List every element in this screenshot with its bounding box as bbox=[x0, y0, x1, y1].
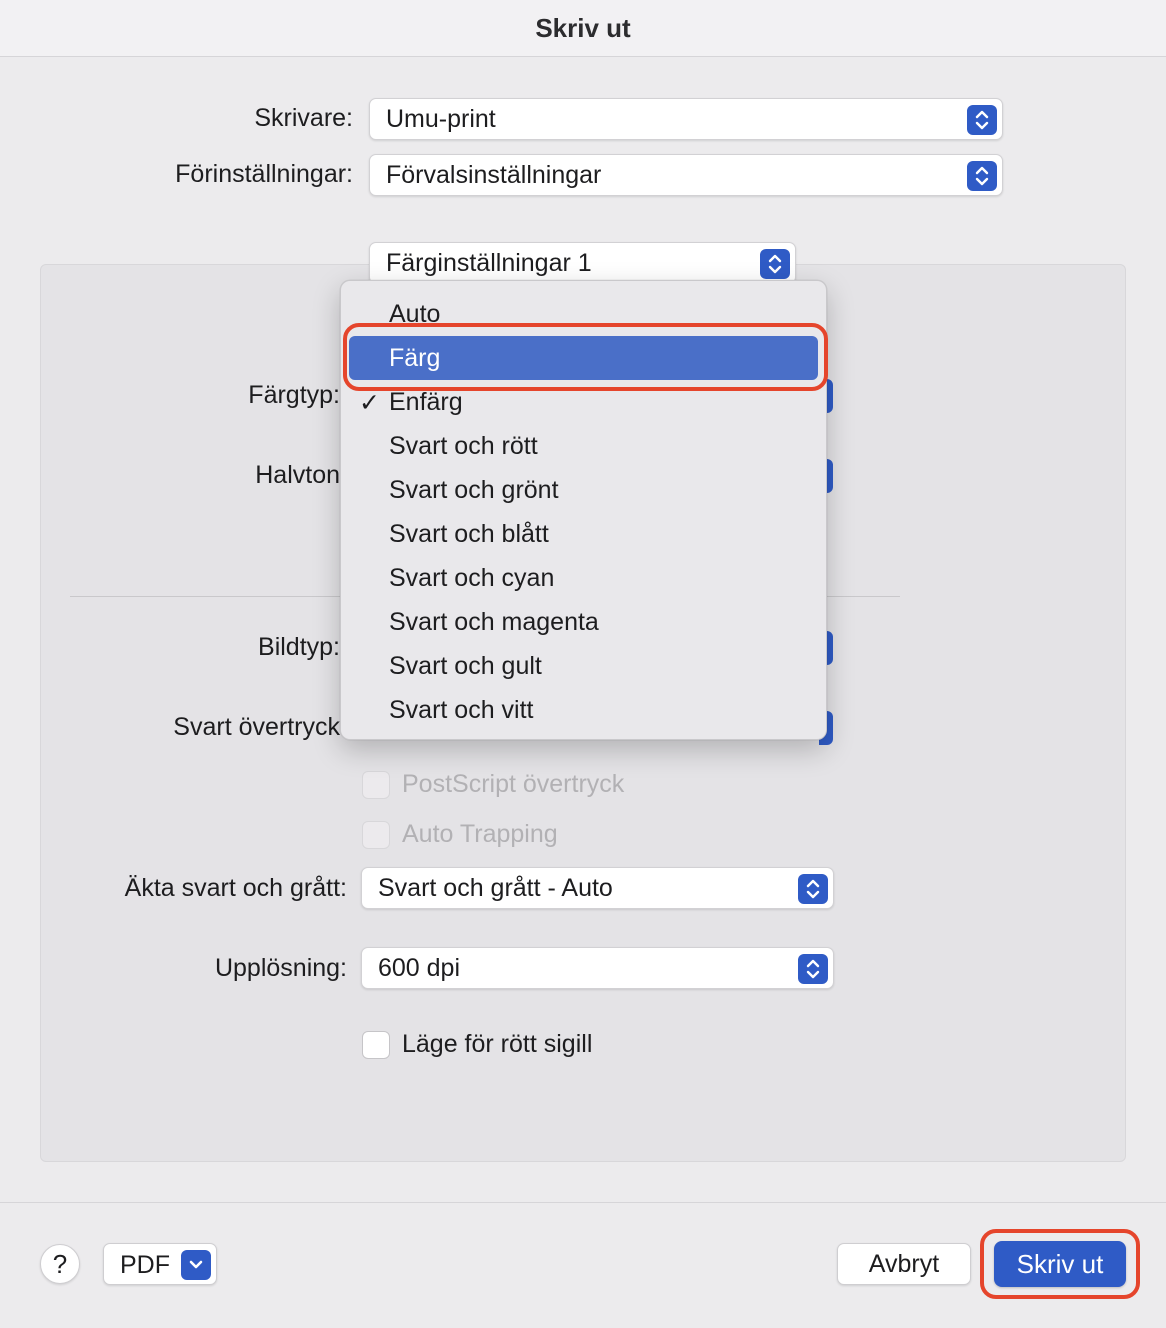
annotation-highlight-print bbox=[980, 1229, 1140, 1299]
menu-item-svart-och-vitt[interactable] bbox=[349, 688, 818, 732]
cancel-button-label: Avbryt bbox=[868, 1249, 940, 1278]
title-bar bbox=[0, 0, 1166, 57]
menu-item-label: Enfärg bbox=[389, 387, 463, 416]
printer-popup[interactable] bbox=[369, 98, 1003, 140]
menu-item-label: Auto bbox=[389, 299, 441, 328]
presets-value: Förvalsinställningar bbox=[386, 160, 602, 189]
up-down-chevron-icon bbox=[967, 161, 997, 191]
black-overprint-label: Svart övertryck bbox=[173, 713, 340, 741]
window-title: Skriv ut bbox=[535, 12, 631, 43]
printer-value: Umu-print bbox=[386, 104, 496, 133]
menu-item-svart-och-rott[interactable] bbox=[349, 424, 818, 468]
menu-item-svart-och-gront[interactable] bbox=[349, 468, 818, 512]
menu-item-svart-och-magenta[interactable] bbox=[349, 600, 818, 644]
up-down-chevron-icon bbox=[967, 105, 997, 135]
up-down-chevron-icon bbox=[798, 954, 828, 984]
printer-label: Skrivare: bbox=[254, 104, 353, 132]
resolution-popup[interactable] bbox=[361, 947, 834, 989]
checkmark-icon: ✓ bbox=[359, 389, 380, 417]
menu-item-label: Svart och vitt bbox=[389, 695, 534, 724]
pdf-button-label: PDF bbox=[120, 1251, 170, 1279]
cancel-button[interactable] bbox=[837, 1243, 971, 1285]
red-seal-mode-checkbox[interactable] bbox=[362, 1031, 390, 1059]
annotation-highlight-farg bbox=[343, 323, 828, 391]
menu-item-svart-och-gult[interactable] bbox=[349, 644, 818, 688]
true-black-gray-value: Svart och grått - Auto bbox=[378, 873, 613, 902]
section-popup[interactable] bbox=[369, 242, 796, 284]
menu-item-label: Svart och blått bbox=[389, 519, 549, 548]
resolution-value: 600 dpi bbox=[378, 953, 461, 982]
color-type-label: Färgtyp: bbox=[248, 381, 340, 409]
help-button[interactable] bbox=[40, 1244, 80, 1284]
print-button-label: Skriv ut bbox=[1016, 1248, 1104, 1279]
section-popup-value: Färginställningar 1 bbox=[386, 248, 592, 277]
menu-item-label: Färg bbox=[389, 343, 441, 372]
image-type-label: Bildtyp: bbox=[258, 633, 340, 661]
auto-trapping-checkbox[interactable] bbox=[362, 821, 390, 849]
resolution-label: Upplösning: bbox=[214, 954, 347, 982]
up-down-chevron-icon bbox=[798, 874, 828, 904]
presets-popup[interactable] bbox=[369, 154, 1003, 196]
help-icon: ? bbox=[52, 1248, 68, 1279]
menu-item-label: Svart och gult bbox=[389, 651, 542, 680]
pdf-menu-button[interactable] bbox=[103, 1243, 217, 1285]
menu-item-label: Svart och magenta bbox=[389, 607, 599, 636]
halftone-label: Halvton bbox=[255, 461, 340, 489]
menu-item-svart-och-blatt[interactable] bbox=[349, 512, 818, 556]
true-black-gray-label: Äkta svart och grått: bbox=[124, 874, 347, 902]
menu-item-label: Svart och grönt bbox=[389, 475, 559, 504]
menu-item-svart-och-cyan[interactable] bbox=[349, 556, 818, 600]
red-seal-mode-label: Läge för rött sigill bbox=[402, 1030, 593, 1058]
postscript-overprint-label: PostScript övertryck bbox=[402, 770, 625, 798]
up-down-chevron-icon bbox=[760, 249, 790, 279]
postscript-overprint-checkbox[interactable] bbox=[362, 771, 390, 799]
presets-label: Förinställningar: bbox=[175, 160, 353, 188]
auto-trapping-label: Auto Trapping bbox=[402, 820, 558, 848]
true-black-gray-popup[interactable] bbox=[361, 867, 834, 909]
menu-item-label: Svart och rött bbox=[389, 431, 538, 460]
chevron-down-icon bbox=[181, 1250, 211, 1280]
menu-item-label: Svart och cyan bbox=[389, 563, 555, 592]
